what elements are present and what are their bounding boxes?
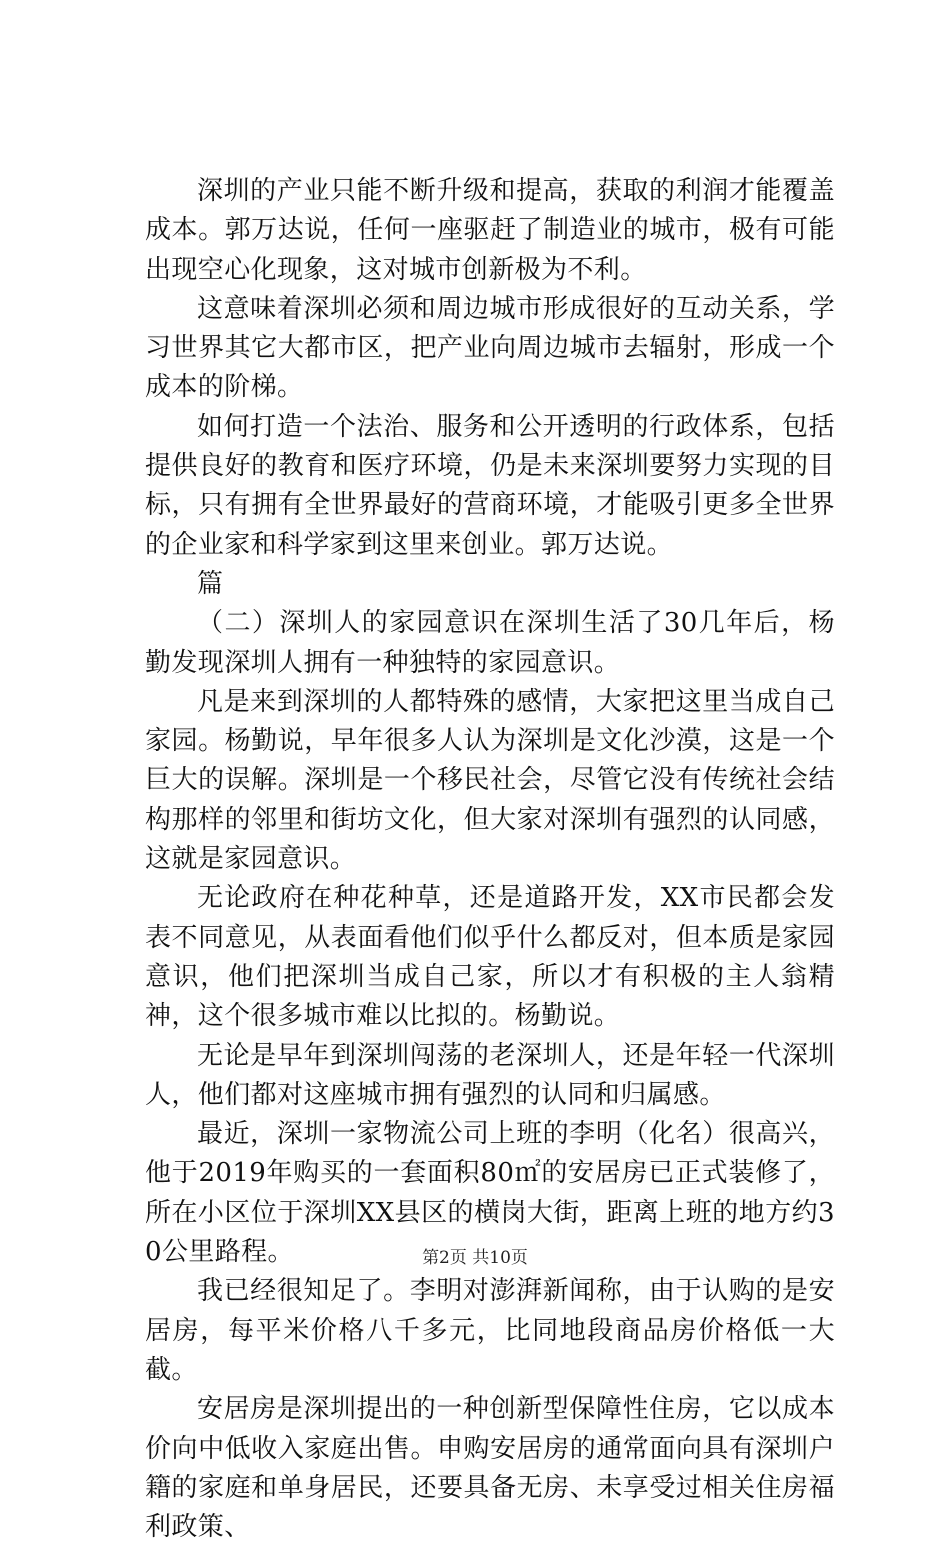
paragraph: 凡是来到深圳的人都特殊的感情，大家把这里当成自己家园。杨勤说，早年很多人认为深圳是文化沙漠，这是一个巨大的误解。深圳是一个移民社会，尽管它没有传统社会结构那样的邻里和街坊文化，但大家对深圳有强烈的认同感，这就是家园意识。 xyxy=(145,686,835,875)
paragraph: 这意味着深圳必须和周边城市形成很好的互动关系，学习世界其它大都市区，把产业向周边城市去辐射，形成一个成本的阶梯。 xyxy=(145,293,835,403)
paragraph: 篇 xyxy=(197,568,224,599)
paragraph: 我已经很知足了。李明对澎湃新闻称，由于认购的是安居房，每平米价格八千多元，比同地段商品房价格低一大截。 xyxy=(145,1276,835,1385)
paragraph: 无论政府在种花种草，还是道路开发，XX市民都会发表不同意见，从表面看他们似乎什么都反对，但本质是家园意识，他们把深圳当成自己家，所以才有积极的主人翁精神，这个很多城市难以比拟的。杨勤说。 xyxy=(145,883,835,1032)
paragraph: 安居房是深圳提出的一种创新型保障性住房，它以成本价向中低收入家庭出售。申购安居房的通常面向具有深圳户籍的家庭和单身居民，还要具备无房、未享受过相关住房福利政策、 xyxy=(145,1394,835,1543)
paragraph: 如何打造一个法治、服务和公开透明的行政体系，包括提供良好的教育和医疗环境，仍是未来深圳要努力实现的目标，只有拥有全世界最好的营商环境，才能吸引更多全世界的企业家和科学家到这里来创业。郭万达说。 xyxy=(145,411,835,560)
paragraph: 深圳的产业只能不断升级和提高，获取的利润才能覆盖成本。郭万达说，任何一座驱赶了制造业的城市，极有可能出现空心化现象，这对城市创新极为不利。 xyxy=(145,176,835,285)
body-text xyxy=(145,172,835,1547)
paragraph: （二）深圳人的家园意识在深圳生活了30几年后，杨勤发现深圳人拥有一种独特的家园意识。 xyxy=(145,608,835,678)
page-footer: 第2页 共10页 xyxy=(422,1248,528,1268)
paragraph: 无论是早年到深圳闯荡的老深圳人，还是年轻一代深圳人，他们都对这座城市拥有强烈的认同和归属感。 xyxy=(145,1040,835,1110)
paragraph: 最近，深圳一家物流公司上班的李明（化名）很高兴，他于2019年购买的一套面积80㎡的安居房已正式装修了，所在小区位于深圳XX县区的横岗大街，距离上班的地方约30公里路程。 xyxy=(145,1119,835,1268)
